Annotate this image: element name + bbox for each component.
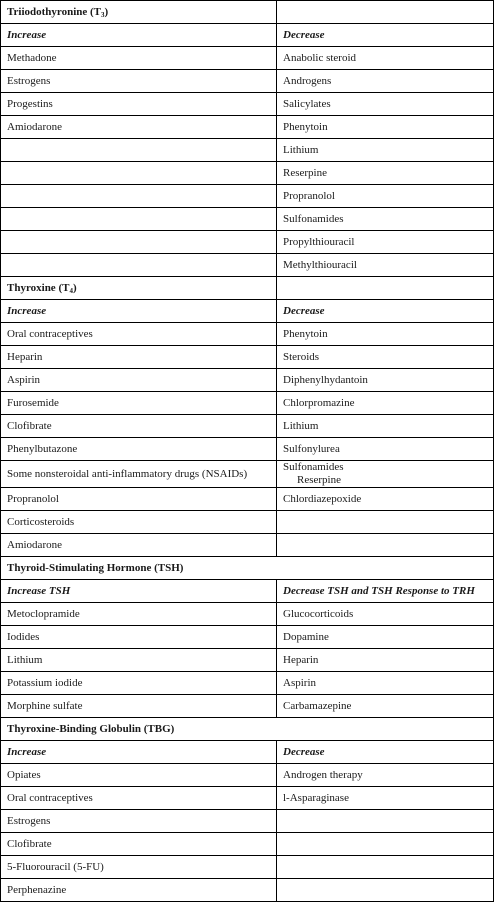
table-row — [1, 369, 494, 392]
table-row — [1, 323, 494, 346]
t3-increase-cell: Amiodarone — [1, 116, 277, 139]
t3-increase-cell: Estrogens — [1, 70, 277, 93]
t3-decrease-cell: Lithium — [277, 139, 494, 162]
t4-decrease-cell: Chlordiazepoxide — [277, 488, 494, 511]
table-row — [1, 603, 494, 626]
t4-decrease-cell: Sulfonylurea — [277, 438, 494, 461]
tbg-decrease-cell — [277, 810, 494, 833]
tbg-increase-cell: Opiates — [1, 764, 277, 787]
tbg-decrease-cell: l-Asparaginase — [277, 787, 494, 810]
t3-increase-cell — [1, 162, 277, 185]
tbg-title: Thyroxine-Binding Globulin (TBG) — [1, 718, 494, 741]
t4-head-row — [1, 300, 494, 323]
tbg-increase-cell: Perphenazine — [1, 879, 277, 902]
t3-increase-cell — [1, 231, 277, 254]
t3-decrease-cell: Propranolol — [277, 185, 494, 208]
tsh-increase-cell: Morphine sulfate — [1, 695, 277, 718]
t3-increase-cell — [1, 185, 277, 208]
t4-increase-heading: Increase — [1, 300, 277, 323]
t3-decrease-cell: Propylthiouracil — [277, 231, 494, 254]
tbg-decrease-heading: Decrease — [277, 741, 494, 764]
t3-decrease-cell: Methylthiouracil — [277, 254, 494, 277]
t4-increase-cell: Oral contraceptives — [1, 323, 277, 346]
t3-decrease-heading: Decrease — [277, 24, 494, 47]
tbg-increase-cell: 5-Fluorouracil (5-FU) — [1, 856, 277, 879]
table-row — [1, 810, 494, 833]
t4-decrease-cell: Diphenylhydantoin — [277, 369, 494, 392]
t4-title: Thyroxine $(T_4)$ — [1, 277, 277, 300]
tbg-head-row — [1, 741, 494, 764]
table-row — [1, 649, 494, 672]
t3-increase-cell: Progestins — [1, 93, 277, 116]
tsh-head-row — [1, 580, 494, 603]
t4-decrease-cell — [277, 534, 494, 557]
t3-title: Triiodothyronine $(T_3)$ — [1, 1, 277, 24]
t4-decrease-cell — [277, 461, 494, 488]
table-row — [1, 47, 494, 70]
table-row — [1, 488, 494, 511]
tbg-decrease-cell: Androgen therapy — [277, 764, 494, 787]
t4-increase-cell: Propranolol — [1, 488, 277, 511]
t4-increase-cell: Aspirin — [1, 369, 277, 392]
tbg-title-row — [1, 718, 494, 741]
t3-decrease-cell: Salicylates — [277, 93, 494, 116]
table-row — [1, 856, 494, 879]
t4-decrease-cell: Lithium — [277, 415, 494, 438]
empty-cell — [277, 1, 494, 24]
table-row — [1, 116, 494, 139]
tsh-decrease-cell: Dopamine — [277, 626, 494, 649]
t4-decrease-cell: Phenytoin — [277, 323, 494, 346]
table-row — [1, 695, 494, 718]
t4-decrease-cell: Steroids — [277, 346, 494, 369]
table-row — [1, 833, 494, 856]
tsh-increase-cell: Iodides — [1, 626, 277, 649]
table-row — [1, 70, 494, 93]
t3-increase-cell — [1, 254, 277, 277]
t4-increase-cell: Amiodarone — [1, 534, 277, 557]
table-row — [1, 139, 494, 162]
tbg-increase-cell: Clofibrate — [1, 833, 277, 856]
t3-decrease-cell: Reserpine — [277, 162, 494, 185]
tsh-increase-cell: Potassium iodide — [1, 672, 277, 695]
table-row — [1, 162, 494, 185]
table-row — [1, 534, 494, 557]
t4-decrease-line: Reserpine — [297, 474, 341, 486]
t3-decrease-cell: Sulfonamides — [277, 208, 494, 231]
table-row — [1, 254, 494, 277]
t3-increase-cell — [1, 208, 277, 231]
tbg-decrease-cell — [277, 879, 494, 902]
table-row — [1, 672, 494, 695]
table-row — [1, 415, 494, 438]
tsh-decrease-cell: Heparin — [277, 649, 494, 672]
t4-increase-cell: Corticosteroids — [1, 511, 277, 534]
tbg-decrease-cell — [277, 856, 494, 879]
tsh-decrease-cell: Carbamazepine — [277, 695, 494, 718]
table-row — [1, 231, 494, 254]
tsh-increase-cell: Metoclopramide — [1, 603, 277, 626]
t4-increase-cell: Furosemide — [1, 392, 277, 415]
t3-increase-cell: Methadone — [1, 47, 277, 70]
table-row — [1, 185, 494, 208]
tsh-decrease-heading: Decrease TSH and TSH Response to TRH — [277, 580, 494, 603]
tbg-increase-heading: Increase — [1, 741, 277, 764]
table-row — [1, 626, 494, 649]
t4-increase-cell: Some nonsteroidal anti-inflammatory drugs (NSAIDs) — [1, 461, 277, 488]
tsh-decrease-cell: Glucocorticoids — [277, 603, 494, 626]
t4-decrease-cell: Chlorpromazine — [277, 392, 494, 415]
table-row — [1, 208, 494, 231]
t3-increase-cell — [1, 139, 277, 162]
table-row — [1, 511, 494, 534]
table-row — [1, 764, 494, 787]
t4-title-row — [1, 277, 494, 300]
table-row — [1, 461, 494, 488]
t4-decrease-cell — [277, 511, 494, 534]
t3-head-row — [1, 24, 494, 47]
t4-increase-cell: Clofibrate — [1, 415, 277, 438]
table-row — [1, 438, 494, 461]
table-row — [1, 392, 494, 415]
t3-title-row — [1, 1, 494, 24]
tsh-decrease-cell: Aspirin — [277, 672, 494, 695]
t3-increase-heading: Increase — [1, 24, 277, 47]
table-row — [1, 93, 494, 116]
t3-decrease-cell: Androgens — [277, 70, 494, 93]
empty-cell — [277, 277, 494, 300]
tbg-increase-cell: Oral contraceptives — [1, 787, 277, 810]
t3-decrease-cell: Phenytoin — [277, 116, 494, 139]
tbg-increase-cell: Estrogens — [1, 810, 277, 833]
table-row — [1, 787, 494, 810]
t4-increase-cell: Phenylbutazone — [1, 438, 277, 461]
tsh-increase-cell: Lithium — [1, 649, 277, 672]
table-row — [1, 879, 494, 902]
table-row — [1, 346, 494, 369]
t4-increase-cell: Heparin — [1, 346, 277, 369]
t3-decrease-cell: Anabolic steroid — [277, 47, 494, 70]
tbg-decrease-cell — [277, 833, 494, 856]
tsh-increase-heading: Increase TSH — [1, 580, 277, 603]
t4-decrease-heading: Decrease — [277, 300, 494, 323]
tsh-title-row — [1, 557, 494, 580]
tsh-title: Thyroid-Stimulating Hormone (TSH) — [1, 557, 494, 580]
t4-decrease-line: Sulfonamides — [283, 461, 344, 473]
